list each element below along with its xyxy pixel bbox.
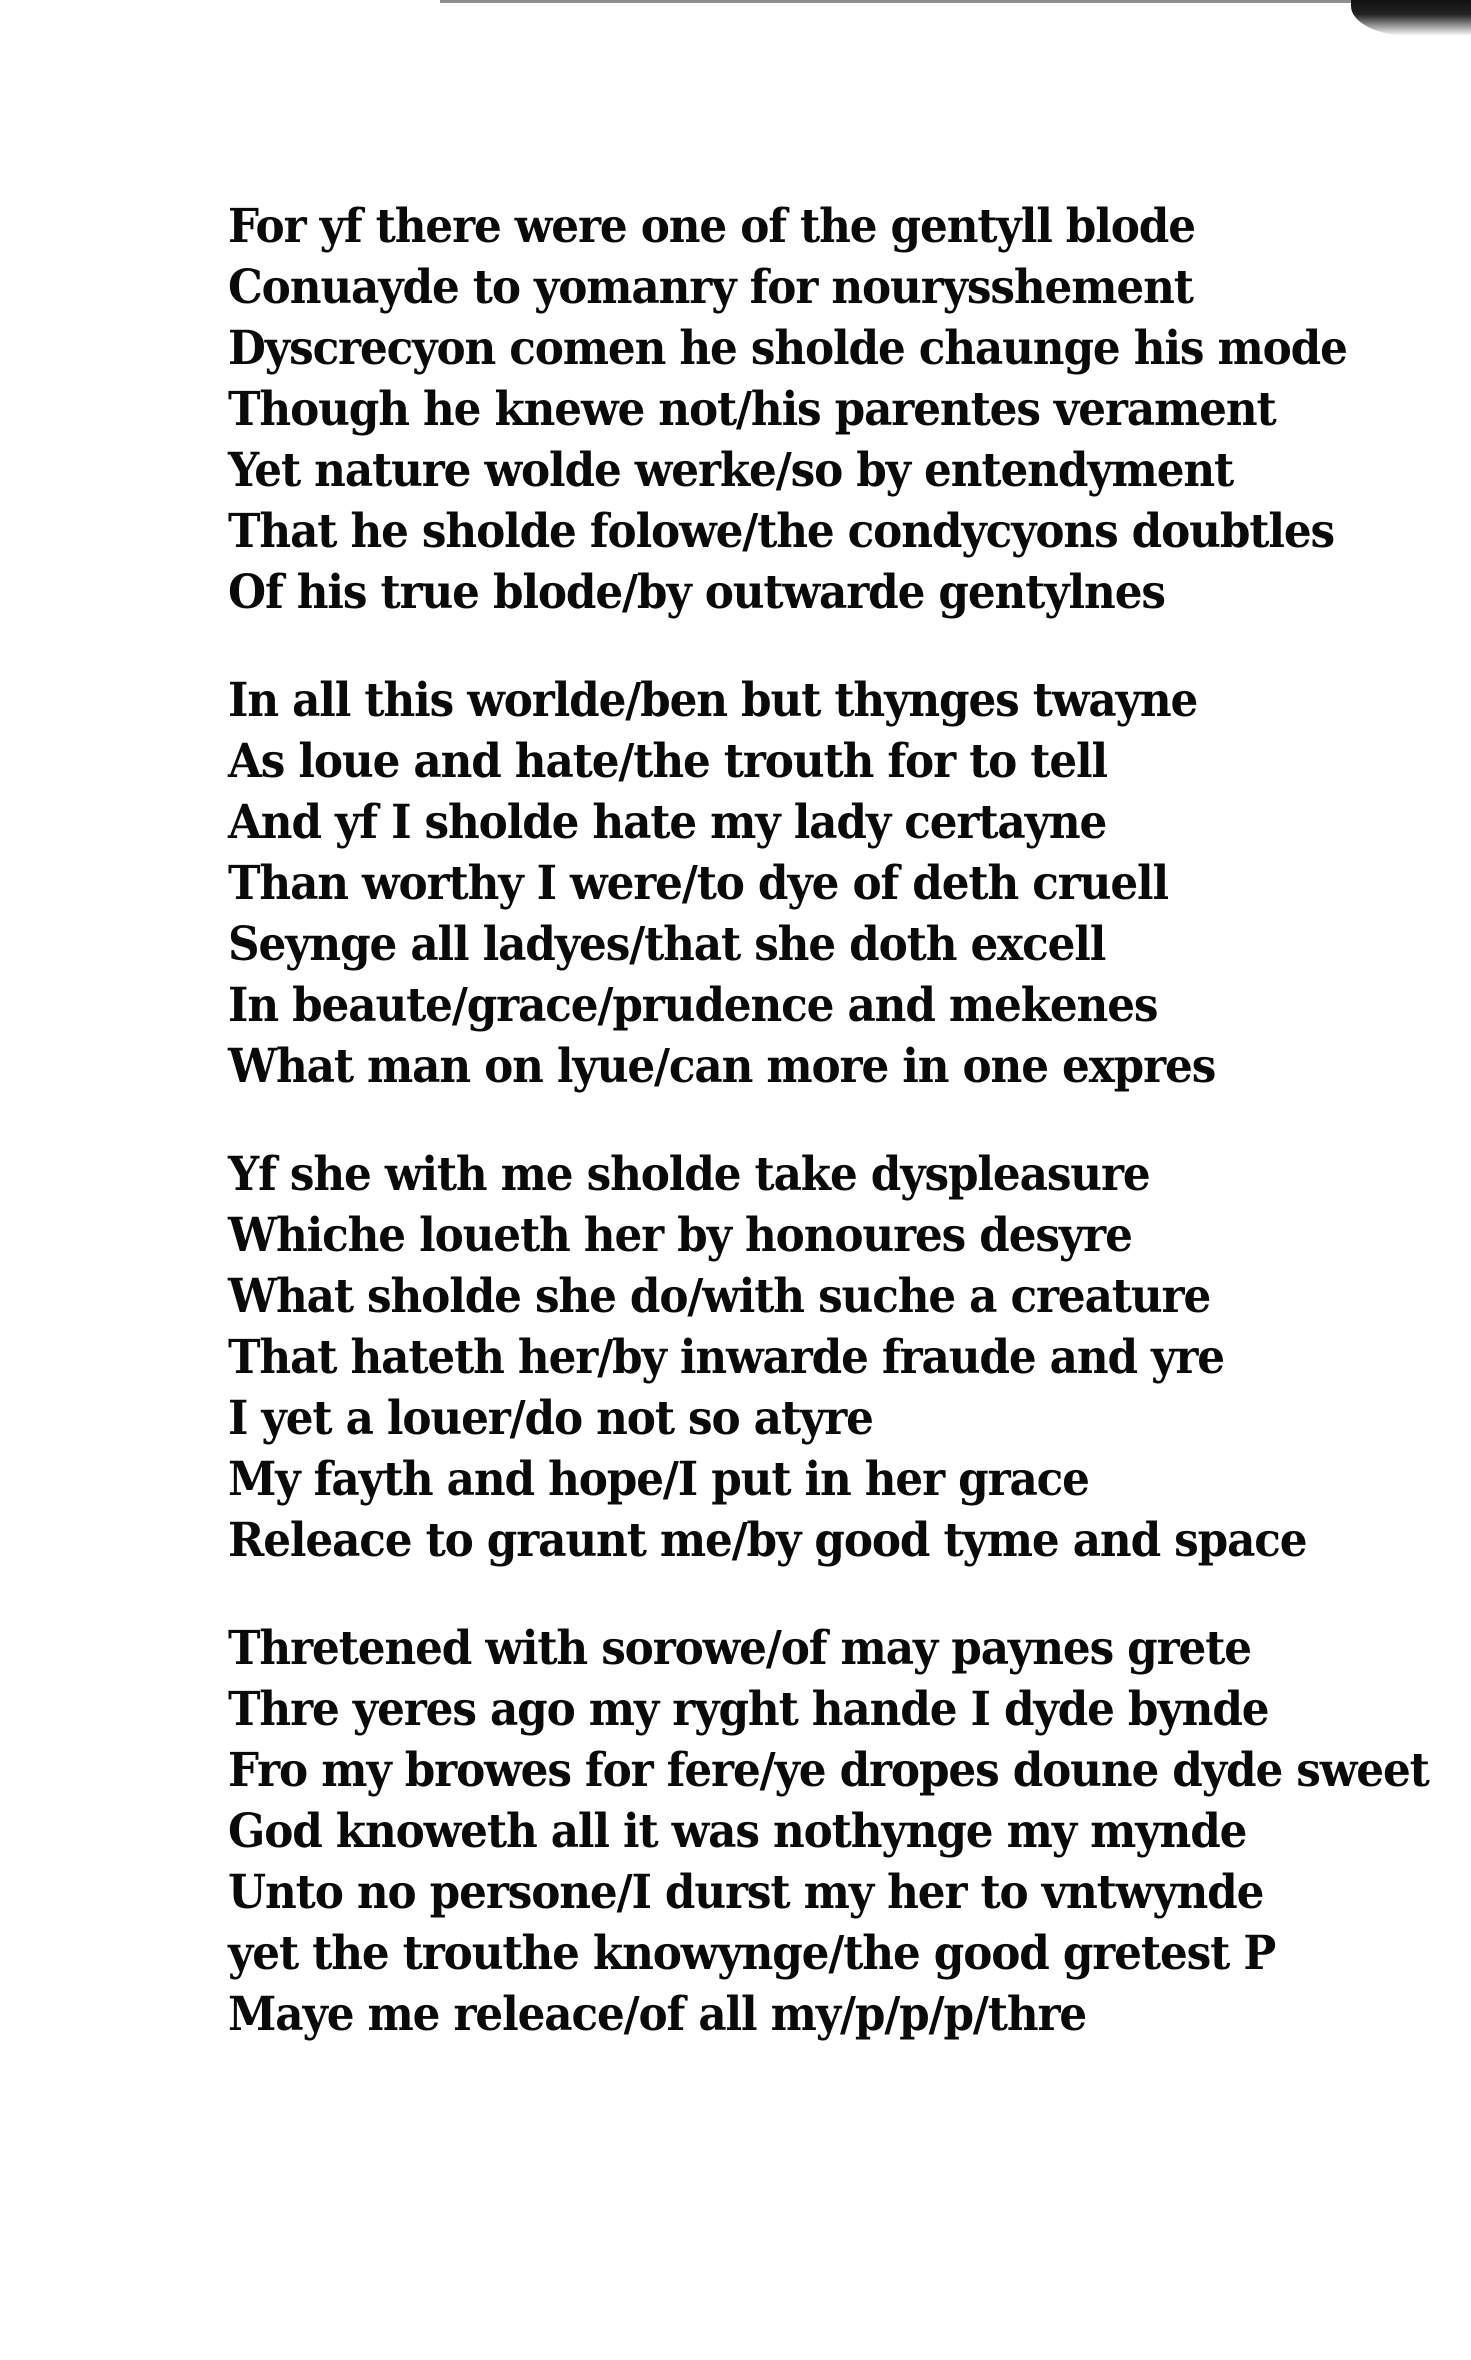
- verse-line: What sholde she do/with suche a creature: [228, 1269, 1211, 1324]
- verse-line: That hateth her/by inwarde fraude and yre: [228, 1330, 1224, 1385]
- verse-line: Whiche loueth her by honoures desyre: [228, 1208, 1132, 1263]
- verse-line: Unto no persone/I durst my her to vntwynde: [228, 1865, 1264, 1920]
- verse-line: For yf there were one of the gentyll blode: [228, 199, 1195, 254]
- verse-line: In beaute/grace/prudence and mekenes: [228, 978, 1158, 1033]
- stanza-4: [228, 1618, 1429, 2045]
- stanza-3: [228, 1144, 1378, 1571]
- verse-line: Conuayde to yomanry for nourysshement: [228, 260, 1193, 315]
- verse-line: Yf she with me sholde take dyspleasure: [228, 1147, 1150, 1202]
- verse-line: What man on lyue/can more in one expres: [228, 1039, 1216, 1094]
- verse-line: Thre yeres ago my ryght hande I dyde bynde: [228, 1682, 1269, 1737]
- verse-line: Dyscrecyon comen he sholde chaunge his mode: [228, 321, 1347, 376]
- verse-line: Though he knewe not/his parentes verament: [228, 382, 1276, 437]
- corner-scan-shadow: [1351, 0, 1471, 36]
- verse-line: Than worthy I were/to dye of deth cruell: [228, 856, 1169, 911]
- verse-line: My fayth and hope/I put in her grace: [228, 1452, 1089, 1507]
- verse-line: As loue and hate/the trouth for to tell: [228, 734, 1108, 789]
- verse-line: And yf I sholde hate my lady certayne: [228, 795, 1107, 850]
- verse-line: yet the trouthe knowynge/the good gretest P: [228, 1926, 1276, 1981]
- stanza-1: [228, 196, 1378, 623]
- verse-line: Maye me releace/of all my/p/p/p/thre: [228, 1987, 1087, 2042]
- page-top-edge: [440, 0, 1471, 3]
- verse-line: In all this worlde/ben but thynges twayne: [228, 673, 1198, 728]
- verse-line: Releace to graunt me/by good tyme and space: [228, 1513, 1307, 1568]
- poem-text-block: [228, 196, 1429, 2045]
- verse-line: God knoweth all it was nothynge my mynde: [228, 1804, 1247, 1859]
- verse-line: Of his true blode/by outwarde gentylnes: [228, 565, 1165, 620]
- verse-line: I yet a louer/do not so atyre: [228, 1391, 873, 1446]
- verse-line: Yet nature wolde werke/so by entendyment: [228, 443, 1234, 498]
- verse-line: Fro my browes for fere/ye dropes doune dyde sweet: [228, 1743, 1429, 1798]
- verse-line: Seynge all ladyes/that she doth excell: [228, 917, 1106, 972]
- stanza-2: [228, 670, 1378, 1097]
- verse-line: That he sholde folowe/the condycyons doubtles: [228, 504, 1335, 559]
- verse-line: Thretened with sorowe/of may paynes grete: [228, 1621, 1251, 1676]
